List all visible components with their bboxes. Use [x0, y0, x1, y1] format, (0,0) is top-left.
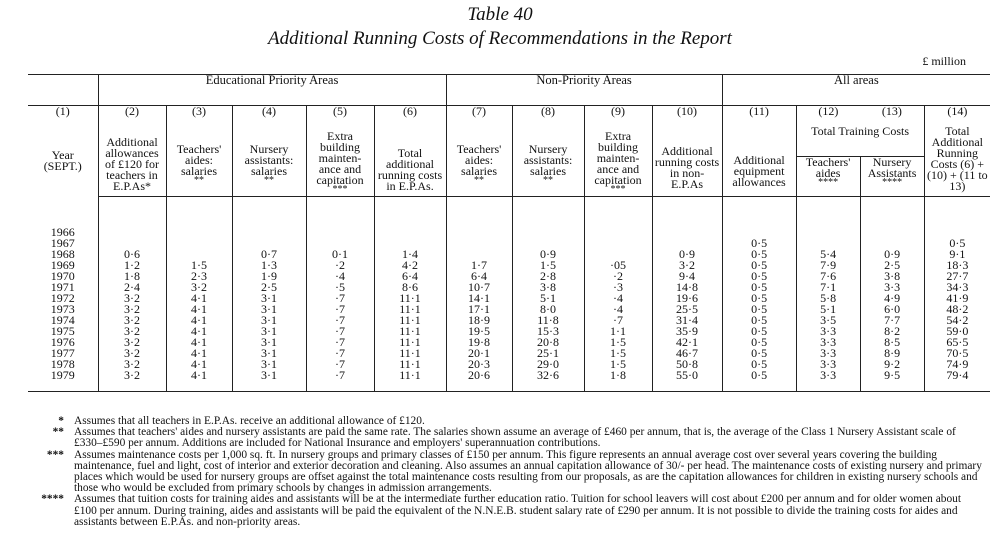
colnum: (5): [306, 106, 374, 127]
header-year: Year (SEPT.): [43, 148, 82, 174]
colnum: (10): [652, 106, 722, 127]
header-c10: Additional running costs in non-E.P.As: [652, 126, 722, 197]
footnote: ** Assumes that teachers' aides and nursery assistants are paid the same rate. The salaries shown assume an average of £460 per annum, that is, the average of the Class 1 Nursery Assistant scale of £330–£590 per annum. Additions are included for National Insurance and employers' superannuation contributions.: [52, 426, 956, 450]
cost-table: [28, 74, 990, 392]
header-c7: Teachers' aides: salaries **: [446, 126, 512, 197]
header-c3: Teachers' aides: salaries **: [166, 126, 232, 197]
colnum: (1): [55, 104, 70, 118]
col-c11: 0·5 0·5 0·5 0·5 0·5 0·5 0·5 0·5 0·5 0·5 0·5 0·5 0·5: [722, 197, 796, 392]
group-all: All areas: [722, 75, 990, 106]
col-c12: 5·4 7·9 7·6 7·1 5·8 5·1 3·5 3·3 3·3 3·3 3·3 3·3: [796, 197, 860, 392]
colnum: (11): [722, 106, 796, 127]
colnum: (9): [584, 106, 652, 127]
header-c14: Total Additional Running Costs (6) + (10) + (11 to 13): [924, 126, 990, 197]
header-c11: Additional equipment allowances: [722, 126, 796, 197]
col-c9: ·05 ·2 ·3 ·4 ·4 ·7 1·1 1·5 1·5 1·5 1·8: [584, 197, 652, 392]
header-c5: Extra building mainten- ance and capitation ***: [306, 126, 374, 197]
footnote: *** Assumes maintenance costs per 1,000 sq. ft. In nursery groups and primary classes of £150 per annum. This figure represents an annual average cost over several years covering the building maintenance, fuel and light, cost of interior and exterior decoration and cleaning. Also assumes an annual capitation allowance of 30/- per head. The maintenance costs of existing nursery and primary places which would be used for nursery groups are offset against the total maintenance costs resulting from our proposals, as are the capitation allowances for children in existing nursery schools and those who would be excluded from primary schools by changes in admission arrangements.: [46, 448, 982, 495]
colnum: (7): [446, 106, 512, 127]
col-c6: 1·4 4·2 6·4 8·6 11·1 11·1 11·1 11·1 11·1 11·1 11·1 11·1: [374, 197, 446, 392]
colnum: (14): [924, 106, 990, 127]
col-c2: 0·6 1·2 1·8 2·4 3·2 3·2 3·2 3·2 3·2 3·2 3·2 3·2: [98, 197, 166, 392]
footnotes: [34, 416, 984, 528]
table-title: Additional Running Costs of Recommendations in the Report: [268, 28, 732, 49]
col-c10: 0·9 3·2 9·4 14·8 19·6 25·5 31·4 35·9 42·1 46·7 50·8 55·0: [652, 197, 722, 392]
colnum: (13): [881, 104, 902, 118]
header-c2: Additional allowances of £120 for teachers in E.P.As*: [98, 126, 166, 197]
col-c13: 0·9 2·5 3·8 3·3 4·9 6·0 7·7 8·2 8·5 8·9 9·2 9·5: [860, 197, 924, 392]
colnum: (8): [512, 106, 584, 127]
colnum: (2): [98, 106, 166, 127]
header-c13: Nursery Assistants ****: [860, 156, 924, 196]
footnote: * Assumes that all teachers in E.P.As. receive an additional allowance of £120.: [58, 415, 425, 427]
header-training-costs: Total Training Costs: [796, 126, 924, 156]
table-number: Table 40: [467, 4, 533, 25]
col-c3: 1·5 2·3 3·2 4·1 4·1 4·1 4·1 4·1 4·1 4·1 4·1: [166, 197, 232, 392]
group-nonpriority: Non-Priority Areas: [446, 75, 722, 106]
col-c5: 0·1 ·2 ·4 ·5 ·7 ·7 ·7 ·7 ·7 ·7 ·7 ·7: [306, 197, 374, 392]
col-c7: 1·7 6·4 10·7 14·1 17·1 18·9 19·5 19·8 20·1 20·3 20·6: [446, 197, 512, 392]
col-c14: 0·5 9·1 18·3 27·7 34·3 41·9 48·2 54·2 59·0 65·5 70·5 74·9 79·4: [924, 197, 990, 392]
colnum: (3): [166, 106, 232, 127]
colnum: (12): [796, 106, 860, 127]
col-year: 1966 1967 1968 1969 1970 1971 1972 1973 1974 1975 1976 1977 1978 1979: [28, 197, 98, 392]
header-c9: Extra building mainten- ance and capitation ***: [584, 126, 652, 197]
col-c8: 0·9 1·5 2·8 3·8 5·1 8·0 11·8 15·3 20·8 25·1 29·0 32·6: [512, 197, 584, 392]
unit-label: £ million: [922, 54, 966, 68]
colnum: (6): [374, 106, 446, 127]
footnote: **** Assumes that tuition costs for training aides and assistants will be at the intermediate further education ratio. Tuition for school leavers will cost about £200 per annum and for older women about £100 per annum. During training, aides and assistants will be paid the equivalent of the N.N.E.B. student salary rate of £290 per annum. It is not possible to divide the training costs for aides and assistants between E.P.As. and non-priority areas.: [41, 493, 962, 528]
header-c4: Nursery assistants: salaries **: [232, 126, 306, 197]
header-c8: Nursery assistants: salaries **: [512, 126, 584, 197]
col-c4: 0·7 1·3 1·9 2·5 3·1 3·1 3·1 3·1 3·1 3·1 3·1 3·1: [232, 197, 306, 392]
header-c12: Teachers' aides ****: [796, 156, 860, 196]
header-c6: Total additional running costs in E.P.As.: [374, 126, 446, 197]
colnum: (4): [232, 106, 306, 127]
group-epa: Educational Priority Areas: [98, 75, 446, 106]
